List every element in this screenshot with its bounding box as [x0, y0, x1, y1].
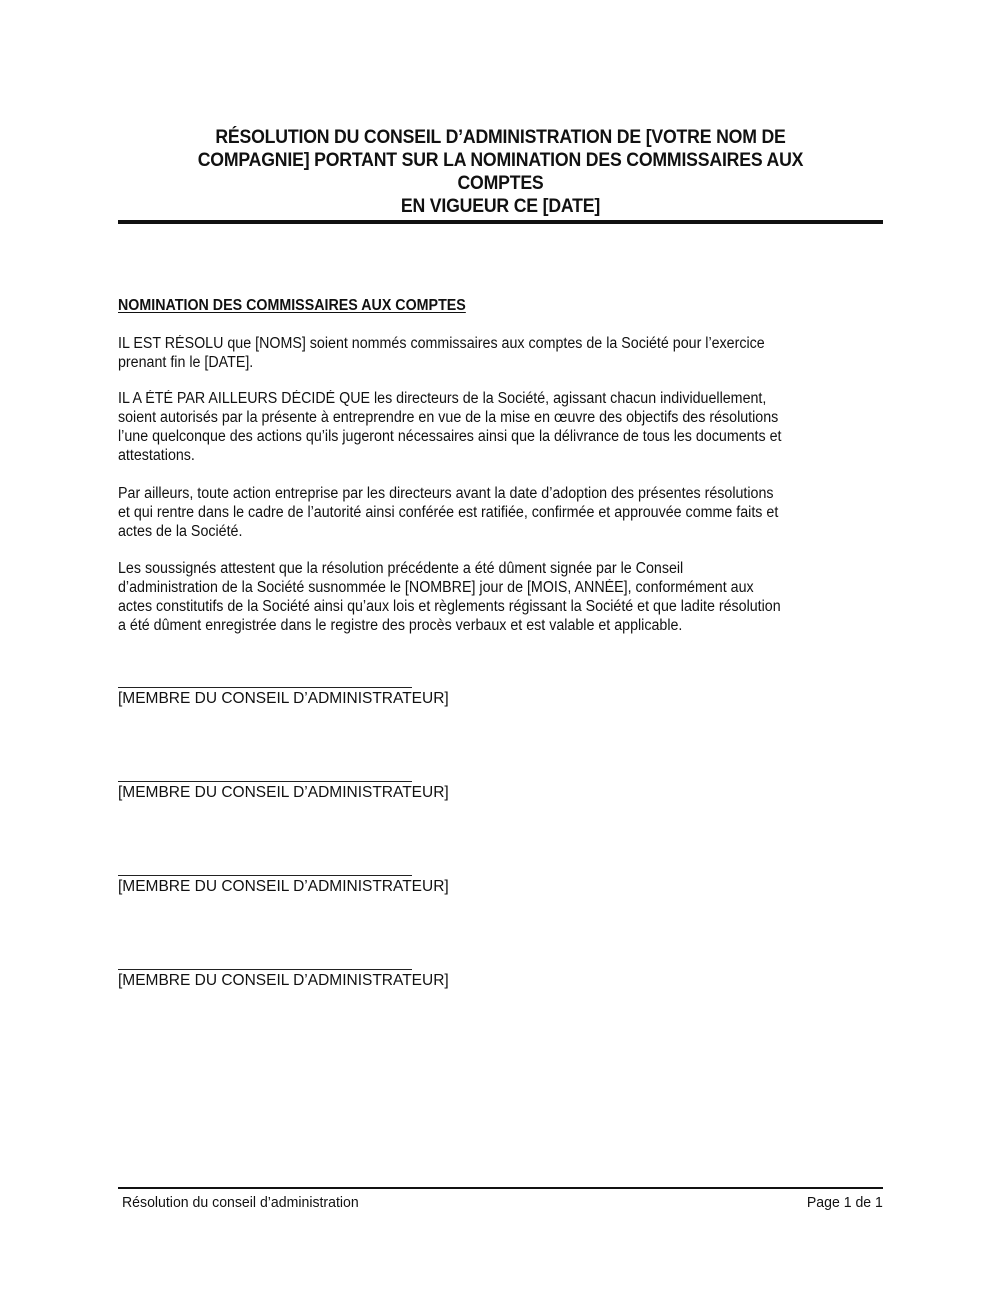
signature-line[interactable] [118, 687, 412, 688]
signature-line[interactable] [118, 781, 412, 782]
paragraph-line: d’administration de la Société susnommée le [NOMBRE] jour de [MOIS, ANNÉE], conformément aux [118, 579, 754, 596]
paragraph-line: l’une quelconque des actions qu’ils jugeront nécessaires ainsi que la délivrance de tous les documents et [118, 428, 782, 445]
section-heading: NOMINATION DES COMMISSAIRES AUX COMPTES [118, 297, 466, 314]
footer-divider [118, 1187, 883, 1189]
title-divider [118, 220, 883, 224]
signature-block [118, 969, 449, 990]
paragraph-attestation [118, 559, 898, 635]
signature-label: [MEMBRE DU CONSEIL D’ADMINISTRATEUR] [118, 784, 449, 801]
paragraph-line: attestations. [118, 447, 195, 464]
paragraph-line: Les soussignés attestent que la résolution précédente a été dûment signée par le Conseil [118, 560, 684, 577]
signature-block [118, 875, 449, 896]
paragraph-resolution [118, 334, 898, 372]
signature-label: [MEMBRE DU CONSEIL D’ADMINISTRATEUR] [118, 690, 449, 707]
paragraph-line: soient autorisés par la présente à entreprendre en vue de la mise en œuvre des objectifs des résolutions [118, 409, 779, 426]
signature-block [118, 687, 449, 708]
signature-line[interactable] [118, 969, 412, 970]
title-line: COMPTES [457, 173, 544, 194]
paragraph-line: actes de la Société. [118, 523, 243, 540]
paragraph-line: IL A ÉTÉ PAR AILLEURS DÉCIDÉ QUE les directeurs de la Société, agissant chacun individuellement, [118, 390, 767, 407]
paragraph-line: et qui rentre dans le cadre de l’autorité ainsi conférée est ratifiée, confirmée et approuvée comme faits et [118, 504, 779, 521]
paragraph-line: a été dûment enregistrée dans le registre des procès verbaux et est valable et applicable. [118, 617, 683, 634]
signature-block [118, 781, 449, 802]
footer-document-name: Résolution du conseil d’administration [122, 1194, 359, 1211]
paragraph-line: prenant fin le [DATE]. [118, 354, 254, 371]
document-title [118, 126, 883, 218]
paragraph-line: IL EST RÉSOLU que [NOMS] soient nommés commissaires aux comptes de la Société pour l’exercice [118, 335, 765, 352]
footer-page-number: Page 1 de 1 [806, 1194, 883, 1211]
title-line: COMPAGNIE] PORTANT SUR LA NOMINATION DES COMMISSAIRES AUX [197, 150, 804, 171]
signature-label: [MEMBRE DU CONSEIL D’ADMINISTRATEUR] [118, 972, 449, 989]
paragraph-line: Par ailleurs, toute action entreprise par les directeurs avant la date d’adoption des présentes résolutions [118, 485, 774, 502]
paragraph-authorization [118, 389, 898, 465]
title-line: RÉSOLUTION DU CONSEIL D’ADMINISTRATION DE [VOTRE NOM DE [215, 127, 786, 148]
paragraph-line: actes constitutifs de la Société ainsi qu’aux lois et règlements régissant la Société et que ladite résolution [118, 598, 781, 615]
title-line: EN VIGUEUR CE [DATE] [400, 196, 601, 217]
signature-label: [MEMBRE DU CONSEIL D’ADMINISTRATEUR] [118, 878, 449, 895]
paragraph-ratification [118, 484, 898, 541]
signature-line[interactable] [118, 875, 412, 876]
